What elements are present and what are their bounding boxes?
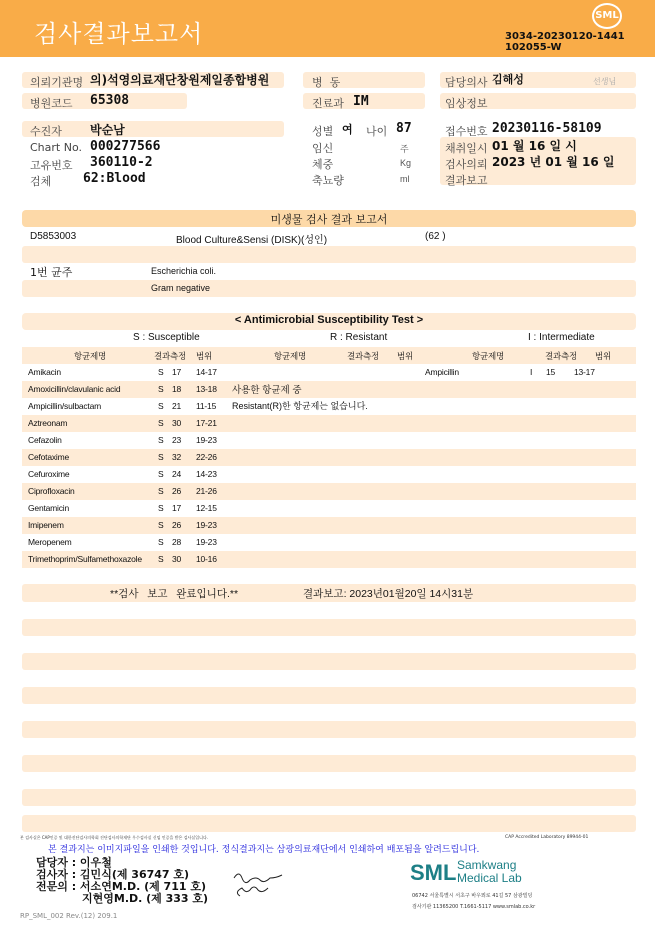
drug-name: Ampicillin	[425, 367, 459, 377]
doctor: 김해성	[492, 73, 524, 86]
dept-label: 진료과	[312, 97, 344, 110]
range: 19-23	[196, 520, 217, 530]
col-range: 범위	[196, 351, 213, 361]
result: S	[158, 503, 164, 513]
legend-susceptible: S : Susceptible	[133, 332, 200, 343]
institution-label: 의뢰기관명	[30, 76, 84, 89]
drug-name: Cefazolin	[28, 435, 62, 445]
id-label: 고유번호	[30, 159, 73, 172]
zone-value: 21	[172, 401, 182, 411]
hospital-code-label: 병원코드	[30, 97, 73, 110]
doctor-suffix: 선생님	[593, 77, 617, 86]
ast-row	[22, 415, 636, 432]
notice: 본 결과지는 이미지파일을 인쇄한 것입니다. 정식결과지는 삼광의료재단에서 인쇄하여 배포됨을 알려드립니다.	[48, 845, 480, 855]
signature-image	[230, 868, 290, 902]
specialist-2: 지현영M.D. (제 333 호)	[82, 892, 209, 905]
band	[22, 619, 636, 636]
zone-value: 26	[172, 486, 182, 496]
report-title: 검사결과보고서	[34, 20, 204, 48]
band	[22, 755, 636, 772]
band	[22, 687, 636, 704]
legend-intermediate: I : Intermediate	[528, 332, 595, 343]
col-drug: 항균제명	[472, 351, 505, 361]
ast-column-header	[22, 347, 636, 364]
zone-value: 26	[172, 520, 182, 530]
range: 17-21	[196, 418, 217, 428]
urine-label: 축뇨량	[312, 174, 344, 187]
result: S	[158, 367, 164, 377]
band	[22, 246, 636, 263]
band	[22, 789, 636, 806]
drug-name: Ciprofloxacin	[28, 486, 75, 496]
col-result: 결과측정	[545, 351, 578, 361]
clinical-label: 임상정보	[445, 97, 488, 110]
strain-label: 1번 균주	[30, 266, 73, 279]
collect-label: 채취일시	[445, 142, 488, 155]
report-label: 결과보고	[445, 174, 488, 187]
urine-unit: ml	[400, 174, 410, 184]
lab-address: 06742 서울특별시 서초구 바우뫼로 41길 57 삼광빌딩	[412, 893, 533, 899]
test-specimen: (62 )	[425, 231, 446, 242]
drug-name: Amoxicillin/clavulanic acid	[28, 384, 121, 394]
col-drug: 항균제명	[274, 351, 307, 361]
ast-row	[22, 500, 636, 517]
signatories	[36, 857, 208, 905]
unique-id: 360110-2	[90, 155, 153, 170]
col-range: 범위	[397, 351, 414, 361]
ast-row	[22, 466, 636, 483]
report-code: 3034-20230120-1441 102055-W	[505, 31, 625, 53]
zone-value: 32	[172, 452, 182, 462]
doctor-label: 담당의사	[445, 76, 488, 89]
col-drug: 항균제명	[74, 351, 107, 361]
range: 14-17	[196, 367, 217, 377]
result: I	[530, 367, 533, 377]
specimen: 62:Blood	[83, 171, 146, 186]
micro-title: 미생물 검사 결과 보고서	[270, 213, 388, 226]
col-result: 결과측정	[154, 351, 187, 361]
range: 13-17	[574, 367, 595, 377]
organism: Escherichia coli.	[151, 266, 217, 276]
preg-unit: 주	[400, 144, 409, 154]
ast-row	[22, 483, 636, 500]
resistant-note-1: 사용한 항균제 중	[232, 385, 302, 396]
ward-label: 병 동	[312, 76, 341, 89]
zone-value: 23	[172, 435, 182, 445]
specialist: 전문의 : 서소연M.D. (제 711 호)	[36, 880, 207, 893]
hospital-code: 65308	[90, 93, 130, 108]
zone-value: 18	[172, 384, 182, 394]
request-label: 검사의뢰	[445, 158, 488, 171]
cap-note: 본 검사실은 CAP인증 및 대한진단검사의학회 진단검사의학재단 우수검사실 신임 인증을 받은 검사실입니다.	[20, 835, 209, 840]
drug-name: Imipenem	[28, 520, 64, 530]
request-date: 2023 년 01 월 16 일	[492, 155, 615, 169]
result: S	[158, 469, 164, 479]
result: S	[158, 554, 164, 564]
ast-row	[22, 381, 636, 398]
zone-value: 24	[172, 469, 182, 479]
zone-value: 17	[172, 503, 182, 513]
lab-name: Samkwang Medical Lab	[457, 858, 522, 885]
zone-value: 28	[172, 537, 182, 547]
form-number: RP_SML_002 Rev.(12) 209.1	[20, 912, 118, 920]
ast-row	[22, 534, 636, 551]
legend-resistant: R : Resistant	[330, 332, 388, 343]
range: 19-23	[196, 435, 217, 445]
zone-value: 30	[172, 418, 182, 428]
zone-value: 15	[546, 367, 556, 377]
range: 10-16	[196, 554, 217, 564]
cap-lab: CAP Accredited Laboratory 89944-01	[505, 835, 589, 840]
sex-label: 성별	[312, 125, 334, 138]
completion-message: **검사 보고 완료입니다.**	[110, 588, 239, 600]
receipt-label: 접수번호	[445, 125, 488, 138]
sex: 여	[342, 123, 353, 136]
weight-label: 체중	[312, 158, 334, 171]
result: S	[158, 520, 164, 530]
ast-row	[22, 432, 636, 449]
patient-label: 수진자	[30, 125, 62, 138]
range: 22-26	[196, 452, 217, 462]
test-name: Blood Culture&Sensi (DISK)(성인)	[176, 235, 328, 246]
age-label: 나이	[366, 125, 388, 138]
result: S	[158, 452, 164, 462]
lab-registration: 검사기관 11365200 T.1661-5117 www.smlab.co.kr	[412, 904, 536, 910]
band	[22, 721, 636, 738]
institution: 의)석영의료재단창원제일종합병원	[90, 73, 270, 87]
drug-name: Trimethoprim/Sulfamethoxazole	[28, 554, 142, 564]
report-time: 결과보고: 2023년01월20일 14시31분	[303, 588, 474, 600]
ast-row	[22, 517, 636, 534]
collect-date: 01 월 16 일 시	[492, 139, 577, 153]
drug-name: Cefuroxime	[28, 469, 70, 479]
range: 13-18	[196, 384, 217, 394]
examiner: 검사자 : 김민식(제 36747 호)	[36, 868, 190, 881]
dept: IM	[353, 94, 369, 109]
test-code: D5853003	[30, 231, 77, 242]
chart-no: 000277566	[90, 139, 161, 154]
band	[22, 815, 636, 832]
ast-row-col3	[400, 364, 636, 381]
manager: 담당자 : 이우철	[36, 856, 112, 869]
patient: 박순남	[90, 123, 125, 137]
resistant-note-2: Resistant(R)한 항균제는 없습니다.	[232, 401, 368, 411]
drug-name: Ampicillin/sulbactam	[28, 401, 101, 411]
result: S	[158, 537, 164, 547]
sml-logo: SML	[592, 3, 622, 29]
result: S	[158, 435, 164, 445]
range: 12-15	[196, 503, 217, 513]
weight-unit: Kg	[400, 158, 412, 168]
lab-logo: SML	[410, 860, 457, 885]
ast-row	[22, 551, 636, 568]
ast-title: < Antimicrobial Susceptibility Test >	[234, 314, 424, 326]
range: 11-15	[196, 401, 217, 411]
drug-name: Meropenem	[28, 537, 72, 547]
drug-name: Amikacin	[28, 367, 61, 377]
col-result: 결과측정	[347, 351, 380, 361]
band	[22, 653, 636, 670]
chart-label: Chart No.	[30, 141, 82, 154]
drug-name: Cefotaxime	[28, 452, 69, 462]
range: 19-23	[196, 537, 217, 547]
age: 87	[396, 121, 412, 136]
drug-name: Gentamicin	[28, 503, 69, 513]
result: S	[158, 486, 164, 496]
zone-value: 17	[172, 367, 182, 377]
range: 14-23	[196, 469, 217, 479]
receipt-no: 20230116-58109	[492, 121, 602, 136]
range: 21-26	[196, 486, 217, 496]
ast-row	[22, 449, 636, 466]
band	[22, 280, 636, 297]
preg-label: 임신	[312, 142, 334, 155]
col-range: 범위	[595, 351, 612, 361]
drug-name: Aztreonam	[28, 418, 68, 428]
result: S	[158, 401, 164, 411]
zone-value: 30	[172, 554, 182, 564]
result: S	[158, 418, 164, 428]
specimen-label: 검체	[30, 175, 52, 188]
result: S	[158, 384, 164, 394]
gram-stain: Gram negative	[151, 283, 211, 293]
